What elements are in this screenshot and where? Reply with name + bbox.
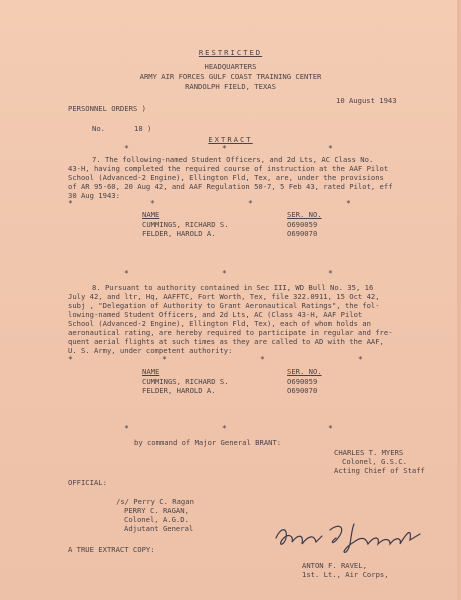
para8-line: aeronautical rating, are hereby required to participate in regular and fre- <box>68 328 393 337</box>
certifier-name: ANTON F. RAVEL, <box>302 561 367 570</box>
personnel-orders-label: PERSONNEL ORDERS ) <box>68 104 146 113</box>
separator-star: * <box>328 424 333 433</box>
chief-name: CHARLES T. MYERS <box>334 448 404 457</box>
para8-line: 8. Pursuant to authority contained in Sec III, WD Bull No. 35, 16 <box>92 283 374 292</box>
para7-name-row: CUMMINGS, RICHARD S. <box>142 220 229 229</box>
separator-star: * <box>222 269 227 278</box>
separator-star: * <box>68 199 73 208</box>
command-line: ARMY AIR FORCES GULF COAST TRAINING CENTER <box>139 72 322 81</box>
separator-star: * <box>124 144 129 153</box>
para8-line: July 42, and ltr, Hq, AAFFTC, Fort Worth, Tex, file 322.0911, 15 Oct 42, <box>68 292 380 301</box>
para8-name-header: NAME <box>142 367 160 376</box>
para8-line: lowing-named Student Officers, and 2d Lts, AC (Class 43-H, AAF Pilot <box>68 310 363 319</box>
separator-star: * <box>150 199 155 208</box>
para7-ser-row: O690059 <box>287 220 318 229</box>
para7-line: 43-H, having completed the required course of instruction at the AAF Pilot <box>68 164 389 173</box>
para7-ser-row: O690070 <box>287 229 318 238</box>
hq-line: HEADQUARTERS <box>204 62 257 71</box>
separator-star: * <box>328 144 333 153</box>
extract-title: EXTRACT <box>208 135 253 144</box>
official-rank: Colonel, A.G.D. <box>124 515 189 524</box>
official-title: Adjutant General <box>124 524 194 533</box>
para8-name-row: CUMMINGS, RICHARD S. <box>142 377 229 386</box>
chief-title: Acting Chief of Staff <box>334 466 425 475</box>
official-label: OFFICIAL: <box>68 478 107 487</box>
separator-star: * <box>222 144 227 153</box>
separator-star: * <box>124 269 129 278</box>
para7-line: School (Advanced-2 Engine), Ellington Fld, Tex, are, under the provisions <box>68 173 384 182</box>
location-line: RANDOLPH FIELD, TEXAS <box>185 82 276 91</box>
para8-ser-header: SER. NO. <box>287 367 322 376</box>
separator-star: * <box>162 355 167 364</box>
para8-line: School (Advanced-2 Engine), Ellington Fld, Tex), each of whom holds an <box>68 319 371 328</box>
separator-star: * <box>346 199 351 208</box>
separator-star: * <box>248 199 253 208</box>
para8-ser-row: O690059 <box>287 377 318 386</box>
separator-star: * <box>124 424 129 433</box>
para7-line: 7. The following-named Student Officers, and 2d Lts, AC Class No. <box>92 155 374 164</box>
para7-line: of AR 95-60, 20 Aug 42, and AAF Regulation 50-7, 5 Feb 43, rated Pilot, eff <box>68 182 393 191</box>
para7-ser-header: SER. NO. <box>287 210 322 219</box>
separator-star: * <box>222 424 227 433</box>
para7-name-header: NAME <box>142 210 160 219</box>
separator-star: * <box>68 355 73 364</box>
order-date: 10 August 1943 <box>336 96 397 105</box>
true-copy-label: A TRUE EXTRACT COPY: <box>68 545 155 554</box>
para8-ser-row: O690070 <box>287 386 318 395</box>
separator-star: * <box>260 355 265 364</box>
para8-line: U. S. Army, under competent authority: <box>68 346 233 355</box>
para8-line: subj , "Delegation of Authority to Grant Aeronautical Ratings", the fol- <box>68 301 380 310</box>
separator-star: * <box>358 355 363 364</box>
official-name: PERRY C. RAGAN, <box>124 506 189 515</box>
separator-star: * <box>328 269 333 278</box>
order-number-value: 18 ) <box>134 124 152 133</box>
classification-heading: RESTRICTED <box>198 48 263 57</box>
para7-name-row: FELDER, HAROLD A. <box>142 229 216 238</box>
order-number-label: No. <box>92 124 105 133</box>
by-command-line: by command of Major General BRANT: <box>134 438 282 447</box>
para7-line: 30 Aug 1943: <box>68 191 120 200</box>
chief-rank: Colonel, G.S.C. <box>342 457 407 466</box>
certifier-rank: 1st. Lt., Air Corps, <box>302 570 389 579</box>
para8-line: quent aerial flights at such times as they are called to AD with the AAF, <box>68 337 384 346</box>
official-signed: /s/ Perry C. Ragan <box>116 497 194 506</box>
handwritten-signature <box>270 516 461 556</box>
para8-name-row: FELDER, HAROLD A. <box>142 386 216 395</box>
